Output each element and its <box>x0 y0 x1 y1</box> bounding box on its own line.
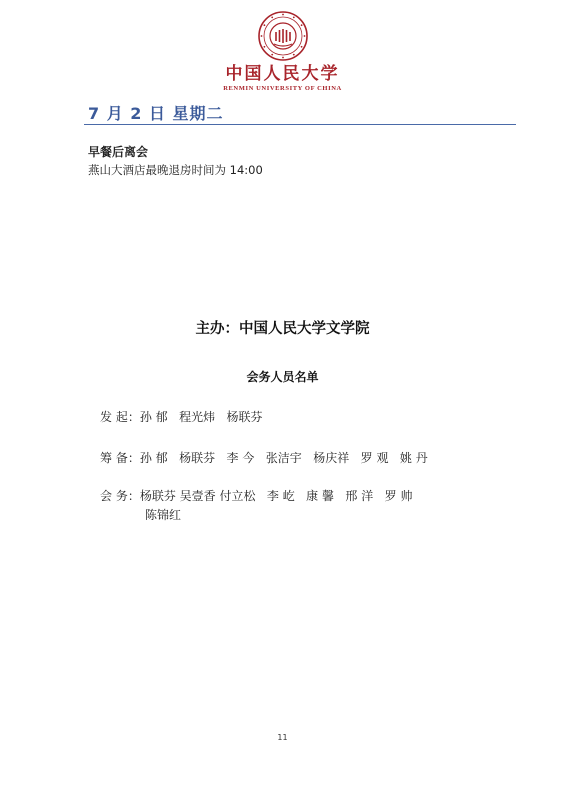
university-logo <box>0 10 565 93</box>
staff-row-initiators <box>100 407 500 427</box>
logo-name-cn: 中国人民大学 <box>225 64 340 84</box>
staff-row-conference-affairs <box>100 486 500 506</box>
page-number: 11 <box>277 733 288 742</box>
staff-names: 孙 郁 程光炜 杨联芬 <box>139 410 263 424</box>
staff-row-preparation <box>100 448 500 468</box>
staff-names-continuation: 陈锦红 <box>145 508 182 522</box>
date-header: 7 月 2 日 星期二 <box>88 104 224 123</box>
staff-list-title: 会务人员名单 <box>246 370 319 384</box>
staff-names: 杨联芬 吴壹香 付立松 李 屹 康 馨 邢 洋 罗 帅 <box>139 489 413 503</box>
organizer-heading: 主办：中国人民大学文学院 <box>195 321 370 337</box>
staff-names: 孙 郁 杨联芬 李 今 张洁宇 杨庆祥 罗 观 姚 丹 <box>139 451 428 465</box>
logo-name-en: RENMIN UNIVERSITY OF CHINA <box>223 85 342 92</box>
staff-role-label: 发 起： <box>100 410 140 424</box>
university-seal-icon <box>257 10 309 62</box>
staff-role-label: 筹 备： <box>100 451 140 465</box>
schedule-item-description: 燕山大酒店最晚退房时间为 14:00 <box>88 163 263 177</box>
staff-role-label: 会 务： <box>100 489 140 503</box>
schedule-item-title: 早餐后离会 <box>88 145 149 159</box>
date-divider <box>84 124 516 125</box>
